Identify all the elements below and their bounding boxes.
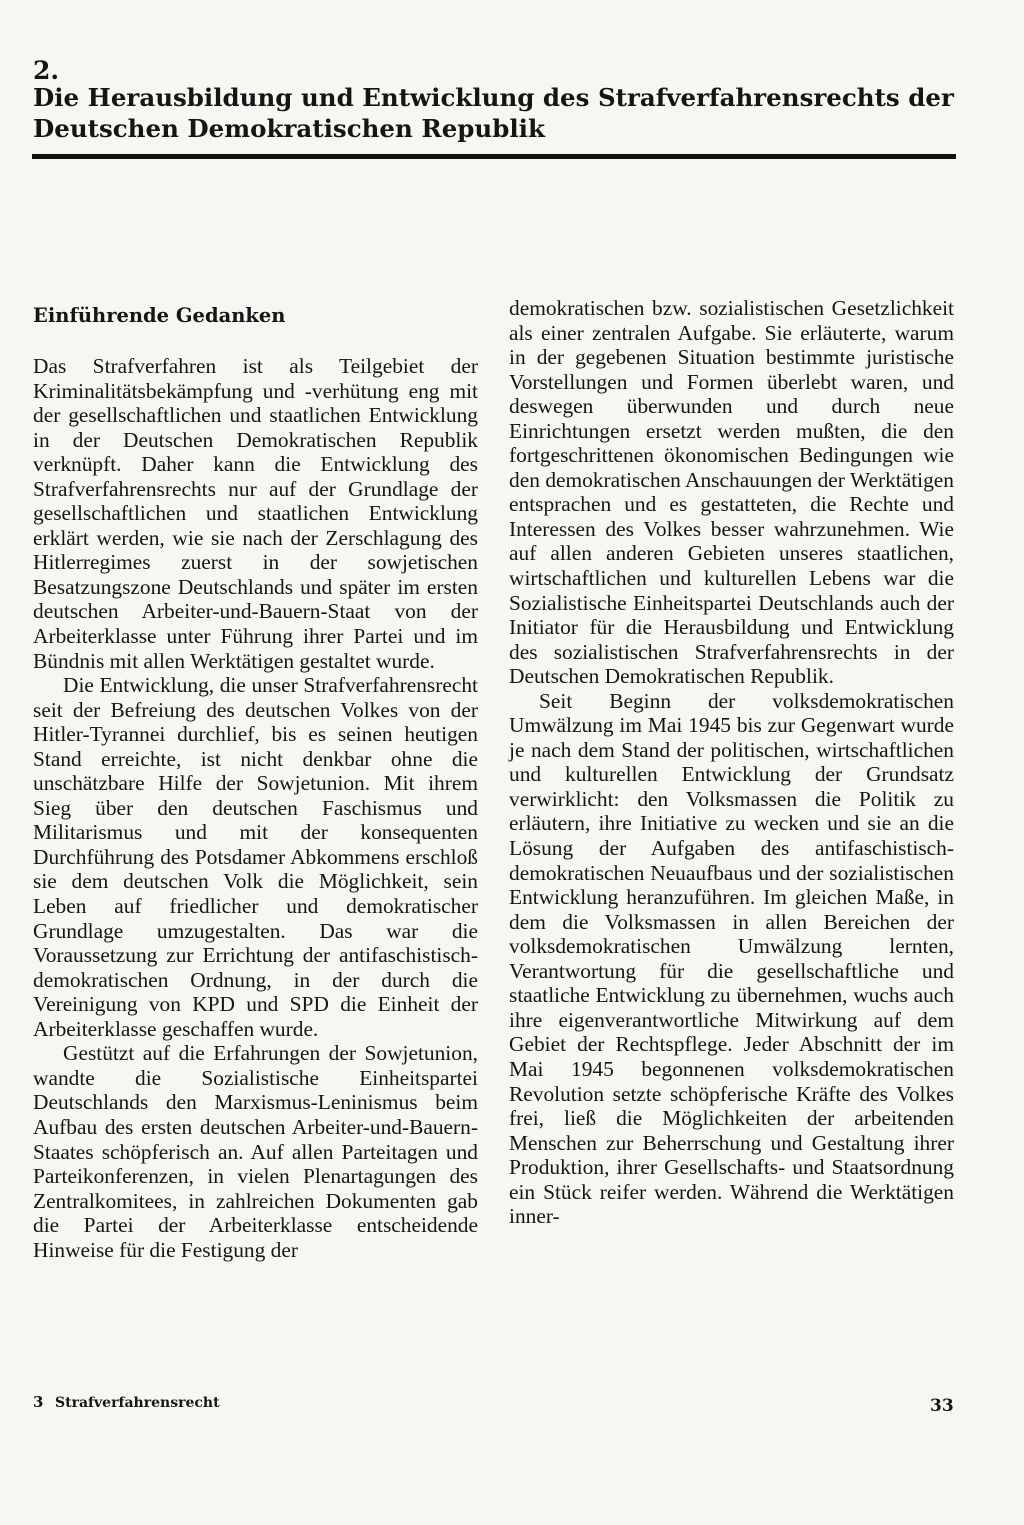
page-number: 33 xyxy=(930,1396,954,1416)
title-rule xyxy=(32,154,956,159)
right-column xyxy=(509,296,954,1229)
printer-signature: 3 xyxy=(33,1393,44,1411)
left-column xyxy=(33,296,478,1262)
paragraph: Gestützt auf die Erfahrungen der Sowjetunion, wandte die Sozialistische Einheitspartei Deutschlands den Marxismus-Leninismus beim Aufbau des ersten deutschen Arbeiter-und-Bauern-Staates schöpferisch an. Auf allen Parteitagen und Parteikonferenzen, in vielen Plenartagungen des Zentralkomitees, in zahlreichen Dokumenten gab die Partei der Arbeiterklasse entscheidende Hinweise für die Festigung der xyxy=(33,1041,478,1262)
section-heading: Einführende Gedanken xyxy=(33,304,286,327)
chapter-title: Die Herausbildung und Entwicklung des Strafverfahrensrechts der Deutschen Demokratischen Republik xyxy=(33,83,954,143)
running-title: Strafverfahrensrecht xyxy=(55,1395,220,1411)
chapter-number: 2. xyxy=(33,56,60,85)
paragraph: Die Entwicklung, die unser Strafverfahrensrecht seit der Befreiung des deutschen Volkes von der Hitler-Tyrannei durchlief, bis es seinen heutigen Stand erreichte, ist nicht denkbar ohne die unschätzbare Hilfe der Sowjetunion. Mit ihrem Sieg über den deutschen Faschismus und Militarismus und mit der konsequenten Durchführung des Potsdamer Abkommens erschloß sie dem deutschen Volk die Möglichkeit, sein Leben auf friedlicher und demokratischer Grundlage umzugestalten. Das war die Voraussetzung zur Errichtung der antifaschistisch-demokratischen Ordnung, in der durch die Vereinigung von KPD und SPD die Einheit der Arbeiterklasse geschaffen wurde. xyxy=(33,673,478,1041)
footer-running-title xyxy=(33,1393,220,1411)
paragraph: demokratischen bzw. sozialistischen Gesetzlichkeit als einer zentralen Aufgabe. Sie erläuterte, warum in der gegebenen Situation bestimmte juristische Vorstellungen und Formen überlebt waren, und deswegen überwunden und durch neue Einrichtungen ersetzt werden mußten, die den fortgeschrittenen ökonomischen Bedingungen wie den demokratischen Anschauungen der Werktätigen entsprachen und es gestatteten, die Rechte und Interessen des Volkes besser wahrzunehmen. Wie auf allen anderen Gebieten unseres staatlichen, wirtschaftlichen und kulturellen Lebens war die Sozialistische Einheitspartei Deutschlands auch der Initiator für die Herausbildung und Entwicklung des sozialistischen Strafverfahrensrechts in der Deutschen Demokratischen Republik. xyxy=(509,296,954,689)
paragraph: Das Strafverfahren ist als Teilgebiet der Kriminalitätsbekämpfung und -verhütung eng mit der gesellschaftlichen und staatlichen Entwicklung in der Deutschen Demokratischen Republik verknüpft. Daher kann die Entwicklung des Strafverfahrensrechts nur auf der Grundlage der gesellschaftlichen und staatlichen Entwicklung erklärt werden, wie sie nach der Zerschlagung des Hitlerregimes zuerst in der sowjetischen Besatzungszone Deutschlands und später im ersten deutschen Arbeiter-und-Bauern-Staat von der Arbeiterklasse unter Führung ihrer Partei und im Bündnis mit allen Werktätigen gestaltet wurde. xyxy=(33,354,478,673)
paragraph: Seit Beginn der volksdemokratischen Umwälzung im Mai 1945 bis zur Gegenwart wurde je nach dem Stand der politischen, wirtschaftlichen und kulturellen Entwicklung der Grundsatz verwirklicht: den Volksmassen die Politik zu erläutern, ihre Initiative zu wecken und sie an die Lösung der Aufgaben des antifaschistisch-demokratischen Neuaufbaus und der sozialistischen Entwicklung heranzuführen. Im gleichen Maße, in dem die Volksmassen in allen Bereichen der volksdemokratischen Umwälzung lernten, Verantwortung für die gesellschaftliche und staatliche Entwicklung zu übernehmen, wuchs auch ihre eigenverantwortliche Mitwirkung auf dem Gebiet der Rechtspflege. Jeder Abschnitt der im Mai 1945 begonnenen volksdemokratischen Revolution setzte schöpferische Kräfte des Volkes frei, ließ die Möglichkeiten der arbeitenden Menschen zur Beherrschung und Gestaltung ihrer Produktion, ihrer Gesellschafts- und Staatsordnung ein Stück reifer werden. Während die Werktätigen inner- xyxy=(509,688,954,1229)
